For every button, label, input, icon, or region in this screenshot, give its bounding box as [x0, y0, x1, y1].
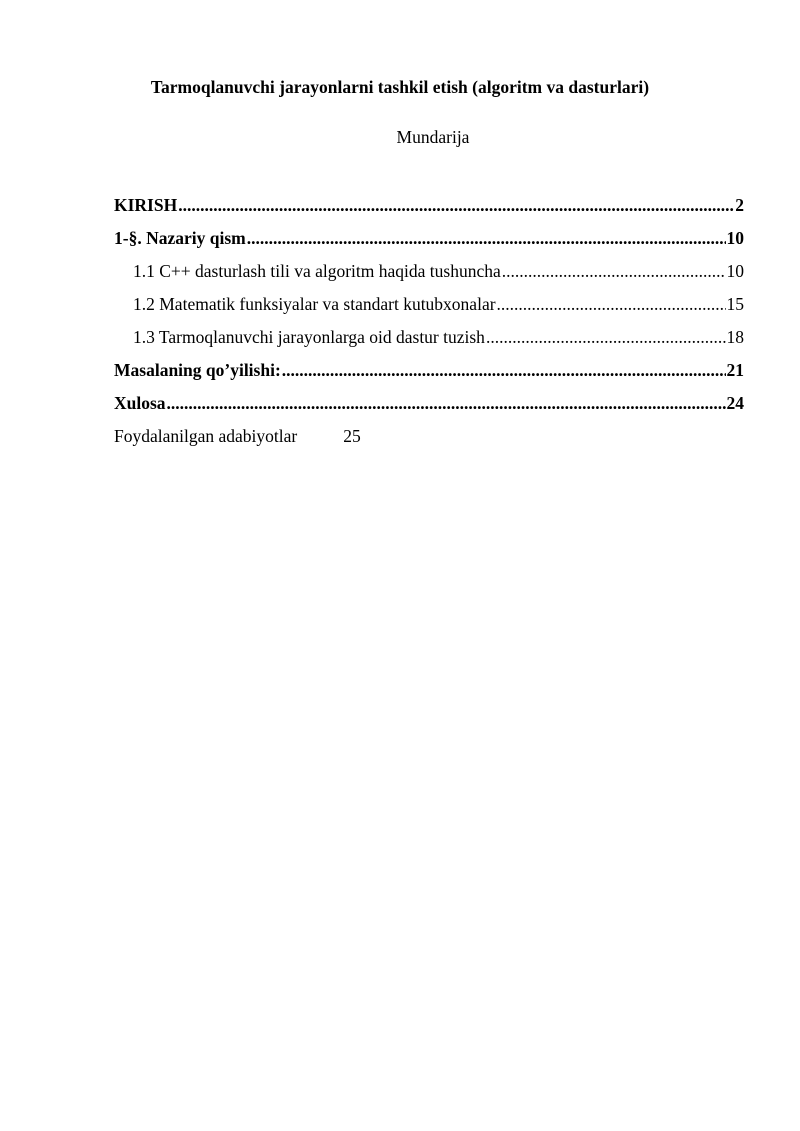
toc-entry-nazariy-qism[interactable] — [114, 227, 744, 260]
toc-dot-leader — [282, 359, 726, 381]
toc-entry-page: 2 — [735, 195, 744, 215]
toc-entry-label: 1.3 Tarmoqlanuvchi jarayonlarga oid dastur tuzish — [133, 327, 485, 347]
toc-dot-leader — [486, 326, 726, 348]
toc-entry-kirish[interactable] — [114, 194, 744, 227]
toc-dot-leader — [247, 227, 726, 249]
toc-dot-leader — [167, 392, 726, 414]
toc-entry-masalaning-qoyilishi[interactable] — [114, 359, 744, 392]
toc-entry-1-1[interactable] — [114, 260, 744, 293]
table-of-contents — [114, 194, 744, 458]
toc-dot-leader — [502, 260, 726, 282]
toc-entry-page: 25 — [343, 426, 361, 446]
toc-dot-leader — [497, 293, 726, 315]
toc-entry-page: 21 — [726, 360, 744, 380]
toc-entry-label: 1-§. Nazariy qism — [114, 228, 246, 248]
toc-entry-label: Foydalanilgan adabiyotlar — [114, 426, 298, 446]
toc-entry-page: 18 — [726, 327, 744, 347]
toc-entry-page: 15 — [726, 294, 744, 314]
toc-entry-1-3[interactable] — [114, 326, 744, 359]
toc-dot-leader — [178, 194, 734, 216]
toc-entry-1-2[interactable] — [114, 293, 744, 326]
toc-entry-page: 24 — [726, 393, 744, 413]
document-title: Tarmoqlanuvchi jarayonlarni tashkil etish (algoritm va dasturlari) — [150, 77, 650, 97]
toc-entry-label: Xulosa — [114, 393, 166, 413]
toc-entry-label: 1.2 Matematik funksiyalar va standart kutubxonalar — [133, 294, 496, 314]
toc-entry-label: Masalaning qo’yilishi: — [114, 360, 281, 380]
toc-entry-page: 10 — [726, 261, 744, 281]
toc-entry-adabiyotlar[interactable] — [114, 425, 744, 458]
toc-heading: Mundarija — [396, 127, 470, 147]
toc-entry-label: KIRISH — [114, 195, 178, 215]
toc-entry-page: 10 — [726, 228, 744, 248]
toc-entry-xulosa[interactable] — [114, 392, 744, 425]
toc-entry-label: 1.1 C++ dasturlash tili va algoritm haqida tushuncha — [133, 261, 501, 281]
